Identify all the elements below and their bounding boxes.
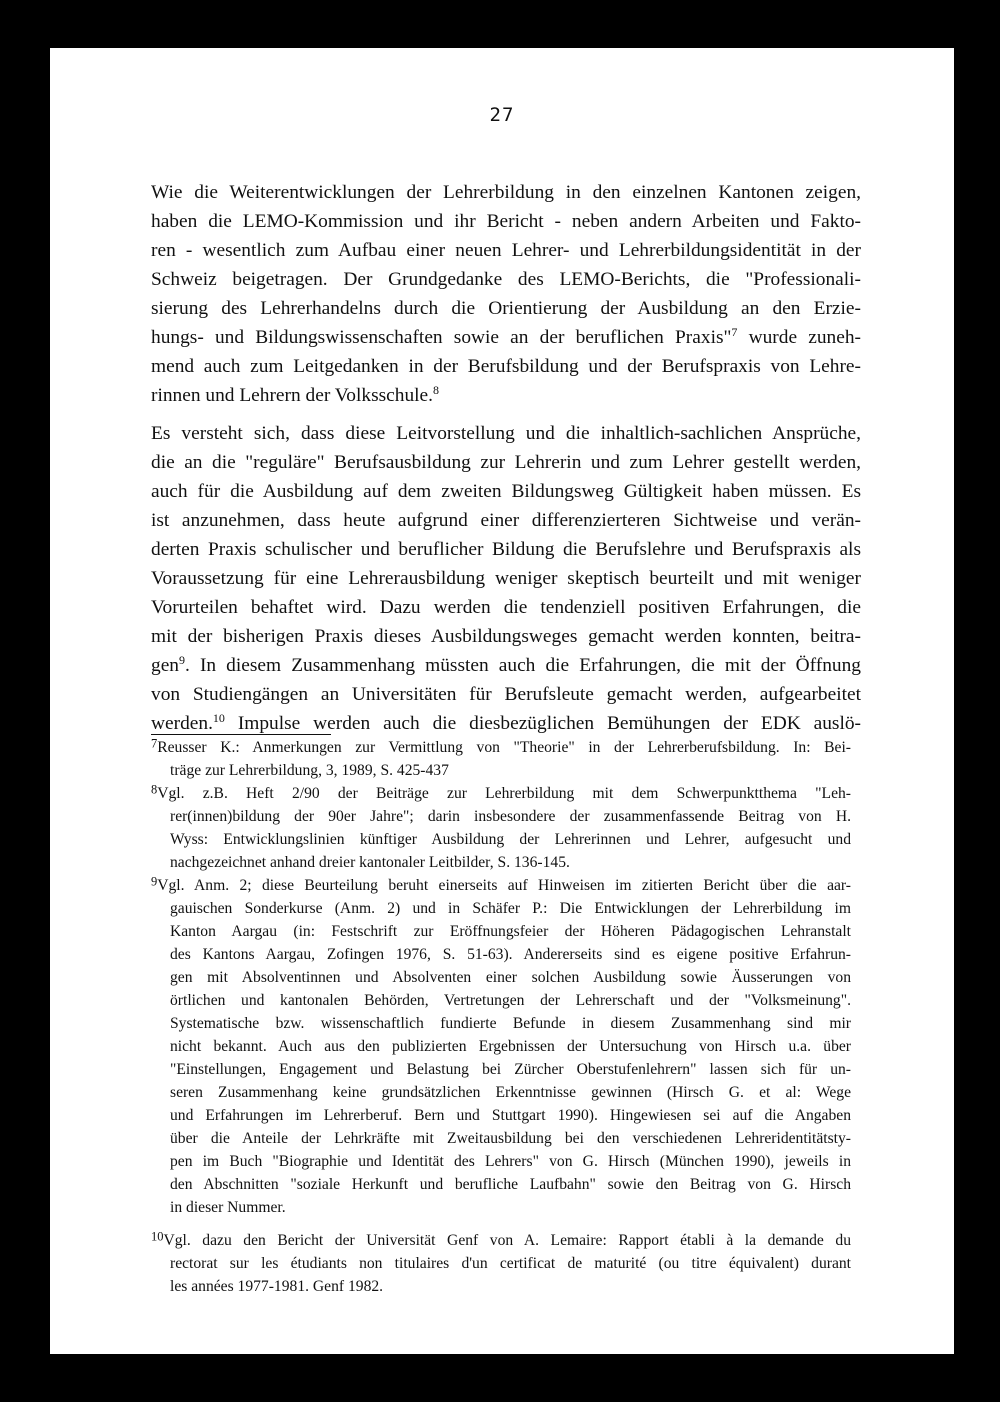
text-fragment: werden.	[151, 713, 213, 734]
footnote-ref-8[interactable]: 8	[433, 382, 440, 397]
page-number: 27	[489, 104, 515, 126]
footnote-9-line: und Erfahrungen im Lehrerberuf. Bern und Stuttgart 1990). Hingewiesen sei auf die Angaben	[170, 1107, 851, 1124]
footnote-ref-10[interactable]: 10	[212, 710, 225, 725]
footnote-9-line: Systematische bzw. wissenschaftlich fundierte Befunde in diesem Zusammenhang sind mir	[170, 1015, 851, 1032]
footnote-7-line	[151, 736, 851, 759]
footnote-9-line: über die Anteile der Lehrkräfte mit Zweitausbildung bei den verschiedenen Lehreridentitätsty-	[170, 1130, 851, 1147]
footnote-10-line: rectorat sur les étudiants non titulaires d'un certificat de maturité (ou titre équivalent) durant	[170, 1255, 851, 1272]
text-line: mit der bisherigen Praxis dieses Ausbildungsweges gemacht werden konnten, beitra-	[151, 626, 861, 647]
footnote-separator	[151, 734, 331, 735]
footnote-8-line	[151, 782, 851, 805]
footnote-7-mark: 7	[151, 736, 158, 751]
footnote-9-line: Kanton Aargau (in: Festschrift zur Eröffnungsfeier der Höheren Pädagogischen Lehranstalt	[170, 923, 851, 940]
footnote-9-line: gen mit Absolventinnen und Absolventen einer solchen Ausbildung sowie Äusserungen von	[170, 969, 851, 986]
footnote-ref-7[interactable]: 7	[731, 324, 738, 339]
footnote-text: Vgl. z.B. Heft 2/90 der Beiträge zur Lehrerbildung mit dem Schwerpunktthema "Leh-	[157, 785, 851, 802]
text-line	[151, 381, 861, 410]
text-line: Vorurteilen behaftet wird. Dazu werden die tendenziell positiven Erfahrungen, die	[151, 597, 861, 618]
paragraph-gap	[151, 410, 861, 419]
footnote-10-mark: 10	[151, 1229, 164, 1244]
footnote-8-line: Wyss: Entwicklungslinien künftiger Ausbildung der Lehrerinnen und Lehrer, aufgesucht und	[170, 831, 851, 848]
text-fragment: Impulse werden auch die diesbezüglichen Bemühungen der EDK auslö-	[224, 713, 861, 734]
text-fragment: . In diesem Zusammenhang müssten auch die Erfahrungen, die mit der Öffnung	[185, 655, 861, 676]
footnote-9-line: pen im Buch "Biographie und Identität des Lehrers" von G. Hirsch (München 1990), jeweils in	[170, 1153, 851, 1170]
footnote-9-line: nicht bekannt. Auch aus den publizierten Ergebnissen der Untersuchung von Hirsch u.a. über	[170, 1038, 851, 1055]
footnote-9-line: seren Zusammenhang keine grundsätzlichen Erkenntnisse gewinnen (Hirsch G. et al: Wege	[170, 1084, 851, 1101]
text-line: Voraussetzung für eine Lehrerausbildung weniger skeptisch beurteilt und mit weniger	[151, 568, 861, 589]
text-line	[151, 323, 861, 352]
text-line: ist anzunehmen, dass heute aufgrund einer differenzierteren Sichtweise und verän-	[151, 510, 861, 531]
footnote-8-mark: 8	[151, 782, 158, 797]
text-line: auch für die Ausbildung auf dem zweiten Bildungsweg Gültigkeit haben müssen. Es	[151, 481, 861, 502]
footnotes	[151, 736, 851, 1298]
text-fragment: hungs- und Bildungswissenschaften sowie an der beruflichen Praxis"	[151, 327, 732, 348]
footnote-9-mark: 9	[151, 874, 158, 889]
footnote-10-line	[151, 1229, 851, 1252]
text-line	[151, 651, 861, 680]
text-line: haben die LEMO-Kommission und ihr Bericht - neben andern Arbeiten und Fakto-	[151, 211, 861, 232]
text-line: ren - wesentlich zum Aufbau einer neuen Lehrer- und Lehrerbildungsidentität in der	[151, 240, 861, 261]
footnote-7-line: träge zur Lehrerbildung, 3, 1989, S. 425-437	[170, 762, 449, 779]
text-line: derten Praxis schulischer und beruflicher Bildung die Berufslehre und Berufspraxis als	[151, 539, 861, 560]
text-line: Es versteht sich, dass diese Leitvorstellung und die inhaltlich-sachlichen Ansprüche,	[151, 423, 861, 444]
footnote-9-line: des Kantons Aargau, Zofingen 1976, S. 51-63). Andererseits sind es eigene positive Erfahrun-	[170, 946, 851, 963]
footnote-9-line: in dieser Nummer.	[170, 1199, 286, 1216]
text-line: die an die "reguläre" Berufsausbildung zur Lehrerin und zum Lehrer gestellt werden,	[151, 452, 861, 473]
footnote-9-line: gauischen Sonderkurse (Anm. 2) und in Schäfer P.: Die Entwicklungen der Lehrerbildung im	[170, 900, 851, 917]
footnote-8-line: rer(innen)bildung der 90er Jahre"; darin insbesondere der zusammenfassende Beitrag von H.	[170, 808, 851, 825]
footnote-8-line: nachgezeichnet anhand dreier kantonaler Leitbilder, S. 136-145.	[170, 854, 570, 871]
text-fragment: rinnen und Lehrern der Volksschule.	[151, 385, 433, 406]
footnote-9-line: "Einstellungen, Engagement und Belastung bei Zürcher Oberstufenlehrern" lassen sich für un-	[170, 1061, 851, 1078]
footnote-9-line: örtlichen und kantonalen Behörden, Vertretungen der Lehrerschaft und der "Volksmeinung".	[170, 992, 851, 1009]
footnote-ref-9[interactable]: 9	[179, 652, 186, 667]
footnote-gap	[151, 1219, 851, 1229]
document-page	[50, 48, 954, 1354]
footnote-text: Reusser K.: Anmerkungen zur Vermittlung von "Theorie" in der Lehrerberufsbildung. In: Bei-	[157, 739, 851, 756]
footnote-text: Vgl. Anm. 2; diese Beurteilung beruht einerseits auf Hinweisen im zitierten Bericht über die aar-	[157, 877, 851, 894]
footnote-9-line: den Abschnitten "soziale Herkunft und berufliche Laufbahn" sowie den Beitrag von G. Hirsch	[170, 1176, 851, 1193]
footnote-9-line	[151, 874, 851, 897]
text-line: mend auch zum Leitgedanken in der Berufsbildung und der Berufspraxis von Lehre-	[151, 356, 861, 377]
text-fragment: gen	[151, 655, 179, 676]
text-line: Wie die Weiterentwicklungen der Lehrerbildung in den einzelnen Kantonen zeigen,	[151, 182, 861, 203]
text-fragment: wurde zuneh-	[737, 327, 861, 348]
footnote-10-line: les années 1977-1981. Genf 1982.	[170, 1278, 384, 1295]
text-line: von Studiengängen an Universitäten für Berufsleute gemacht werden, aufgearbeitet	[151, 684, 861, 705]
text-line: sierung des Lehrerhandelns durch die Orientierung der Ausbildung an den Erzie-	[151, 298, 861, 319]
footnote-text: Vgl. dazu den Bericht der Universität Genf von A. Lemaire: Rapport établi à la demande du	[163, 1232, 851, 1249]
body-text	[151, 178, 861, 738]
text-line: Schweiz beigetragen. Der Grundgedanke des LEMO-Berichts, die "Professionali-	[151, 269, 861, 290]
